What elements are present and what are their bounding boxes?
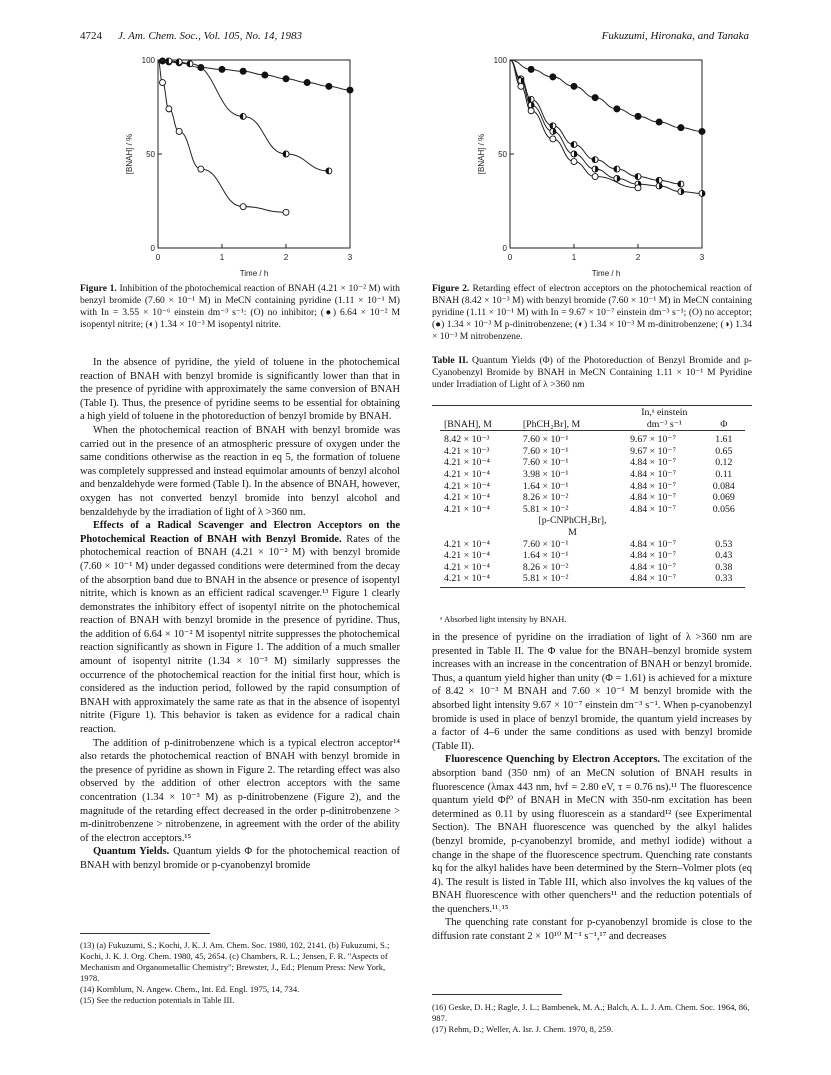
- table-row: [440, 469, 745, 481]
- paragraph-text: Rates of the photochemical reaction of BNAH (4.21 × 10⁻² M) with benzyl bromide (7.60 × 10⁻¹ M) under degassed conditions were determined from the decay of the absorption band due to BNAH in the absence or presence of isopentyl nitrite, which is known as an efficient radical scavenger.¹³ Figure 1 clearly demonstrates the inhibitory effect of isopentyl nitrite on the photochemical reaction of BNAH with benzyl bromide in the presence of pyridine. Thus, the addition of 6.64 × 10⁻² M isopentyl nitrite suppresses the photochemical reaction significantly as shown in Figure 1. The addition of a much smaller amount of isopentyl nitrite (1.34 × 10⁻³ M) similarly suppresses the occurrence of the photochemical reaction for the initial first hour, which is considered as the induction period, followed by the rapid consumption of BNAH with approximately the same rate as that in the absence of isopentyl nitrite (Figure 1). This behavior is taken as evidence for a radical chain reaction.: [80, 533, 400, 736]
- point-marker: [240, 204, 246, 210]
- data-point: [678, 125, 684, 131]
- table-row: [440, 573, 745, 585]
- section-heading: Quantum Yields.: [93, 846, 170, 858]
- point-marker: [635, 113, 641, 119]
- paragraph: The quenching rate constant for p-cyanobenzyl bromide is close to the diffusion rate constant 2 × 10¹⁰ M⁻¹ s⁻¹,¹⁷ and decreases: [432, 917, 752, 943]
- data-point: [592, 157, 598, 163]
- point-marker: [592, 95, 598, 101]
- paragraph: [80, 519, 400, 737]
- data-point: [571, 159, 577, 165]
- figure-1-caption-text: Inhibition of the photochemical reaction of BNAH (4.21 × 10⁻² M) with benzyl bromide (7.60 × 10⁻¹ M) in MeCN containing pyridine (1.11 × 10⁻¹ M) with In = 3.55 × 10⁻⁶ einstein dm⁻³ s⁻¹: (O) no inhibitor; (●) 6.64 × 10⁻² M isopentyl nitrite; (◐) 1.34 × 10⁻³ M isopentyl nitrite.: [80, 283, 400, 330]
- point-marker: [198, 166, 204, 172]
- data-point: [347, 87, 353, 93]
- point-marker: [678, 125, 684, 131]
- y-tick-label: 50: [146, 150, 155, 159]
- table-row: [440, 446, 745, 458]
- x-axis-label: Time / h: [239, 269, 269, 278]
- point-marker: [283, 76, 289, 82]
- table-cell: 4.21 × 10⁻⁴: [444, 561, 490, 573]
- x-tick-label: 3: [699, 253, 705, 262]
- point-marker: [219, 66, 225, 72]
- footnote: (17) Rehm, D.; Weller, A. Isr. J. Chem. 1970, 8, 259.: [432, 1024, 614, 1034]
- table-cell: 4.21 × 10⁻⁴: [444, 492, 490, 504]
- data-point: [614, 166, 620, 172]
- point-marker: [304, 80, 310, 86]
- table-cell: 0.084: [712, 480, 735, 492]
- footnote: (13) (a) Fukuzumi, S.; Kochi, J. K. J. Am. Chem. Soc. 1980, 102, 2141. (b) Fukuzumi, S.; Kochi, J. K. J. Org. Chem. 1980, 45, 2654. (c) Chambers, R. L.; Jensen, F. R. "Aspects of Mechanism and Organometallic Chemistry"; Brewster, J., Ed.; Plenum Press: New York, 1978.: [80, 940, 390, 983]
- table-cell: 3.98 × 10⁻¹: [522, 468, 569, 480]
- data-point: [614, 175, 620, 181]
- point-marker: [550, 136, 556, 142]
- point-marker: [656, 119, 662, 125]
- footnote-divider: [432, 994, 562, 995]
- point-marker: [166, 106, 172, 112]
- series-line: [510, 60, 702, 131]
- point-marker: [176, 128, 182, 134]
- x-axis-label: Time / h: [591, 269, 621, 278]
- table-cell: 4.21 × 10⁻³: [444, 445, 490, 457]
- table-header-row: [440, 407, 745, 419]
- data-point: [240, 204, 246, 210]
- data-point: [518, 78, 524, 84]
- data-point: [571, 151, 577, 157]
- data-point: [262, 72, 268, 78]
- column-header: In,ᵃ einstein: [641, 407, 688, 418]
- table-2-label: Table II.: [432, 355, 469, 366]
- data-point: [518, 83, 524, 89]
- data-point: [635, 174, 641, 180]
- data-point: [326, 83, 332, 89]
- column-header: [519, 407, 626, 419]
- paragraph-text: The excitation of the absorption band (350 nm) of an MeCN solution of BNAH results in fluorescence (λmax 443 nm, hνf = 2.80 eV, τ = 0.76 ns).¹¹ The fluorescence quantum yield Φf⁰ of BNAH in MeCN with 350-nm excitation has been determined as 0.11 by using fluorescein as a standard¹² (see Experimental Section). The BNAH fluorescence was quenched by the alkyl halides (benzyl bromide, p-cyanobenzyl bromide, and methyl iodide) without a change in the shape of the fluorescence spectrum. Quenching rate constants kq for the alkyl halides have been determined by the Stern–Volmer plots (eq 4). The result is listed in Table III, which also involves the kq values of the BNAH fluorescence with other quenchers¹¹ and the reduction potentials of the quenchers.¹¹˒¹⁵: [432, 754, 752, 915]
- left-footnotes: [80, 940, 400, 1006]
- data-point: [219, 66, 225, 72]
- right-footnotes: [432, 1002, 752, 1035]
- table-cell: 7.60 × 10⁻¹: [522, 445, 569, 457]
- column-header: dm⁻³ s⁻¹: [646, 418, 682, 430]
- column-header: Φ: [720, 418, 728, 430]
- table-rule-row: [440, 585, 745, 588]
- table-row: [440, 434, 745, 446]
- point-marker: [283, 209, 289, 215]
- table-2-title-text: Quantum Yields (Φ) of the Photoreduction of Benzyl Bromide and p-Cyanobenzyl Bromide by BNAH in MeCN Containing 1.11 × 10⁻¹ M Pyridine under Irradiation of Light of λ >360 nm: [432, 355, 753, 390]
- plot-frame: [510, 60, 702, 248]
- table-rule-top: [432, 405, 752, 406]
- table-cell: 8.26 × 10⁻²: [522, 561, 569, 573]
- table-row: [440, 562, 745, 574]
- section-heading: Effects of a Radical Scavenger and Electron Acceptors on the Photochemical Reaction of BNAH with Benzyl Bromide.: [80, 520, 400, 545]
- table-cell: 9.67 × 10⁻⁷: [630, 445, 677, 457]
- subheader: [p-CNPhCH₂Br],: [538, 515, 607, 527]
- data-point: [326, 168, 332, 174]
- data-point: [699, 128, 705, 134]
- running-authors: Fukuzumi, Hironaka, and Tanaka: [601, 30, 749, 42]
- point-marker: [262, 72, 268, 78]
- data-point: [528, 96, 534, 102]
- column-header: [703, 407, 745, 419]
- data-point: [550, 74, 556, 80]
- point-marker: [592, 174, 598, 180]
- paragraph: When the photochemical reaction of BNAH with benzyl bromide was carried out in the presence of an atmospheric pressure of oxygen under the same conditions otherwise as the reaction in eq 5, the formation of toluene was completely suppressed and instead equimolar amounts of benzyl alcohol and benzaldehyde were formed (Table I). In the absence of BNAH, however, oxygen has not converted benzyl bromide into benzyl alcohol and benzaldehyde by the irradiation of light of λ >360 nm.: [80, 424, 401, 518]
- data-point: [656, 177, 662, 183]
- data-point: [176, 59, 182, 65]
- table-cell: 8.42 × 10⁻³: [444, 434, 490, 446]
- footnote-divider: [80, 933, 210, 934]
- data-point: [283, 76, 289, 82]
- table-cell: 4.21 × 10⁻⁴: [444, 503, 490, 515]
- data-point: [283, 209, 289, 215]
- figure-2-label: Figure 2.: [432, 283, 470, 294]
- table-cell: 7.60 × 10⁻¹: [522, 538, 569, 550]
- x-tick-label: 1: [219, 253, 225, 262]
- paragraph: The addition of p-dinitrobenzene which is a typical electron acceptor¹⁴ also retards the photochemical reaction of BNAH with benzyl bromide in the presence of pyridine as shown in Figure 2. The retarding effect was also observed by the addition of other electron acceptors with the same concentration (1.34 × 10⁻³ M) as p-dinitrobenzene (Figure 2), and the magnitude of the retarding effect decreased in the order p-dinitrobenzene > m-dinitrobenzene > nitrobenzene, in agreement with the order of the ability of the electron acceptors.¹⁵: [80, 737, 400, 844]
- y-tick-label: 50: [498, 150, 507, 159]
- table-cell: 5.81 × 10⁻²: [522, 503, 569, 515]
- point-marker: [518, 83, 524, 89]
- table-header-row: [440, 419, 745, 431]
- paragraph: [80, 845, 400, 872]
- point-marker: [635, 185, 641, 191]
- figure-2-caption-text: Retarding effect of electron acceptors on the photochemical reaction of BNAH (8.42 × 10⁻³ M) with benzyl bromide (7.60 × 10⁻¹ M) in MeCN containing pyridine (1.11 × 10⁻¹ M) with In = 9.67 × 10⁻⁷ einstein dm⁻³ s⁻¹; (O) no acceptor; (●) 1.34 × 10⁻³ M p-dinitrobenzene; (◐) 1.34 × 10⁻³ M m-dinitrobenzene; (◑) 1.34 × 10⁻³ M nitrobenzene.: [432, 283, 752, 342]
- table-cell: 1.64 × 10⁻¹: [522, 480, 569, 492]
- point-marker: [159, 80, 165, 86]
- data-point: [198, 166, 204, 172]
- table-2-footnote: ᵃ Absorbed light intensity by BNAH.: [440, 614, 567, 624]
- paragraph: in the presence of pyridine on the irradiation of light of λ >360 nm are presented in Table II. The Φ value for the BNAH–benzyl bromide system increases with an increase in the concentration of BNAH or benzyl bromide. Thus, a quantum yield higher than unity (Φ = 1.61) is achieved for a mixture of 8.42 × 10⁻³ M BNAH and 7.60 × 10⁻¹ M benzyl bromide with the absorbed light intensity 9.67 × 10⁻⁷ einstein dm⁻³ s⁻¹. When p-cyanobenzyl bromide is used in place of benzyl bromide, the quantum yield increases by a factor of 4–6 under the same conditions as used with benzyl bromide (Table II).: [432, 632, 752, 752]
- data-point: [159, 80, 165, 86]
- table-cell: 4.21 × 10⁻⁴: [444, 573, 490, 585]
- table-cell: 9.67 × 10⁻⁷: [630, 434, 677, 446]
- table-cell: 4.84 × 10⁻⁷: [630, 503, 677, 515]
- subheader: M: [568, 526, 577, 538]
- data-point: [283, 151, 289, 157]
- data-point: [571, 83, 577, 89]
- data-point: [699, 190, 705, 196]
- y-axis-label: [BNAH] / %: [477, 133, 486, 175]
- y-tick-label: 0: [502, 244, 507, 253]
- table-cell: 8.26 × 10⁻²: [522, 492, 569, 504]
- table-row: [440, 492, 745, 504]
- data-point: [550, 123, 556, 129]
- x-tick-label: 3: [347, 253, 353, 262]
- table-cell: 0.38: [715, 561, 733, 573]
- data-point: [614, 106, 620, 112]
- x-tick-label: 2: [283, 253, 289, 262]
- data-point: [550, 128, 556, 134]
- figure-2-plot: [470, 52, 720, 280]
- point-marker: [550, 74, 556, 80]
- figure-1-label: Figure 1.: [80, 283, 117, 294]
- data-point: [592, 166, 598, 172]
- series-line: [158, 60, 286, 212]
- point-marker: [528, 108, 534, 114]
- point-marker: [528, 66, 534, 72]
- data-point: [166, 58, 172, 64]
- y-tick-label: 100: [493, 56, 507, 65]
- point-marker: [347, 87, 353, 93]
- data-point: [550, 136, 556, 142]
- plot-frame: [158, 60, 350, 248]
- table-cell: 4.84 × 10⁻⁷: [630, 492, 677, 504]
- table-cell: 4.84 × 10⁻⁷: [630, 457, 677, 469]
- table-row: [440, 457, 745, 469]
- table-2-title: [432, 355, 752, 391]
- point-marker: [699, 128, 705, 134]
- data-point: [571, 142, 577, 148]
- data-point: [166, 106, 172, 112]
- data-point: [635, 113, 641, 119]
- data-point: [528, 108, 534, 114]
- journal-citation: J. Am. Chem. Soc., Vol. 105, No. 14, 1983: [118, 30, 303, 42]
- y-axis-label: [BNAH] / %: [125, 133, 134, 175]
- table-cell: 1.64 × 10⁻¹: [522, 550, 569, 562]
- table-cell: 0.33: [715, 573, 733, 585]
- column-header: [440, 407, 519, 419]
- table-cell: 4.84 × 10⁻⁷: [630, 468, 677, 480]
- table-cell: 4.21 × 10⁻⁴: [444, 457, 490, 469]
- x-tick-label: 0: [507, 253, 513, 262]
- point-marker: [571, 83, 577, 89]
- table-row: [440, 504, 745, 516]
- figure-1-plot: [118, 52, 368, 280]
- point-marker: [614, 106, 620, 112]
- paragraph: In the absence of pyridine, the yield of toluene in the photochemical reaction of BNAH with benzyl bromide is significantly lower than that in the presence of pyridine with approximately the same conversion of BNAH (Table I). Thus, the presence of pyridine seems to be essential for obtaining a high yield of toluene in the photoreduction of benzyl bromide by BNAH.: [80, 357, 400, 423]
- table-cell: 7.60 × 10⁻¹: [522, 434, 569, 446]
- footnote: (16) Geske, D. H.; Ragle, J. L.; Bambenek, M. A.; Balch, A. L. J. Am. Chem. Soc. 1964, 86, 987.: [432, 1002, 750, 1023]
- table-cell: 4.84 × 10⁻⁷: [630, 561, 677, 573]
- table-cell: 4.21 × 10⁻⁴: [444, 468, 490, 480]
- point-marker: [571, 159, 577, 165]
- figure-1-caption: [80, 283, 400, 331]
- data-point: [528, 102, 534, 108]
- table-row: [440, 481, 745, 493]
- table-cell: 5.81 × 10⁻²: [522, 573, 569, 585]
- table-cell: 0.43: [715, 550, 733, 562]
- data-point: [176, 128, 182, 134]
- column-header: [PhCH₂Br], M: [522, 418, 581, 430]
- footnote: (15) See the reduction potentials in Table III.: [80, 995, 235, 1005]
- y-tick-label: 0: [150, 244, 155, 253]
- table-cell: 0.056: [712, 503, 735, 515]
- data-point: [187, 61, 193, 67]
- table-cell: 1.61: [715, 434, 733, 446]
- page-number: 4724: [80, 30, 102, 42]
- table-cell: 4.21 × 10⁻⁴: [444, 550, 490, 562]
- data-point: [678, 189, 684, 195]
- data-point: [635, 185, 641, 191]
- table-cell: 0.53: [715, 538, 733, 550]
- data-point: [678, 181, 684, 187]
- data-point: [656, 183, 662, 189]
- y-tick-label: 100: [141, 56, 155, 65]
- figure-2-caption: [432, 283, 752, 343]
- table-cell: 4.21 × 10⁻⁴: [444, 480, 490, 492]
- table-cell: 4.84 × 10⁻⁷: [630, 573, 677, 585]
- table-cell: 4.84 × 10⁻⁷: [630, 480, 677, 492]
- table-cell: 0.11: [715, 468, 733, 480]
- left-column-text: [80, 356, 400, 873]
- table-row: [440, 539, 745, 551]
- data-point: [656, 119, 662, 125]
- section-heading: Fluorescence Quenching by Electron Acceptors.: [445, 754, 661, 766]
- table-cell: 4.21 × 10⁻⁴: [444, 538, 490, 550]
- data-point: [592, 174, 598, 180]
- table-cell: 0.069: [712, 492, 735, 504]
- point-marker: [240, 68, 246, 74]
- table-subheader-row: [440, 515, 745, 527]
- data-point: [592, 95, 598, 101]
- data-point: [304, 80, 310, 86]
- paragraph: [432, 753, 752, 916]
- right-column-text: [432, 631, 752, 944]
- table-cell: 0.12: [715, 457, 733, 469]
- footnote: (14) Kornblum, N. Angew. Chem., Int. Ed. Engl. 1975, 14, 734.: [80, 984, 300, 994]
- table-cell: 7.60 × 10⁻¹: [522, 457, 569, 469]
- x-tick-label: 2: [635, 253, 641, 262]
- table-cell: 4.84 × 10⁻⁷: [630, 550, 677, 562]
- paragraph-text: Quantum yields Φ for the photochemical reaction of BNAH with benzyl bromide or p-cyanobenzyl bromide: [80, 846, 400, 871]
- point-marker: [326, 83, 332, 89]
- x-tick-label: 0: [155, 253, 161, 262]
- data-point: [528, 66, 534, 72]
- table-row: [440, 550, 745, 562]
- table-cell: 4.84 × 10⁻⁷: [630, 538, 677, 550]
- table-subheader-row: [440, 527, 745, 539]
- table-2: [440, 407, 745, 588]
- table-cell: 0.65: [715, 445, 733, 457]
- column-header: [BNAH], M: [444, 418, 492, 430]
- data-point: [240, 113, 246, 119]
- x-tick-label: 1: [571, 253, 577, 262]
- data-point: [240, 68, 246, 74]
